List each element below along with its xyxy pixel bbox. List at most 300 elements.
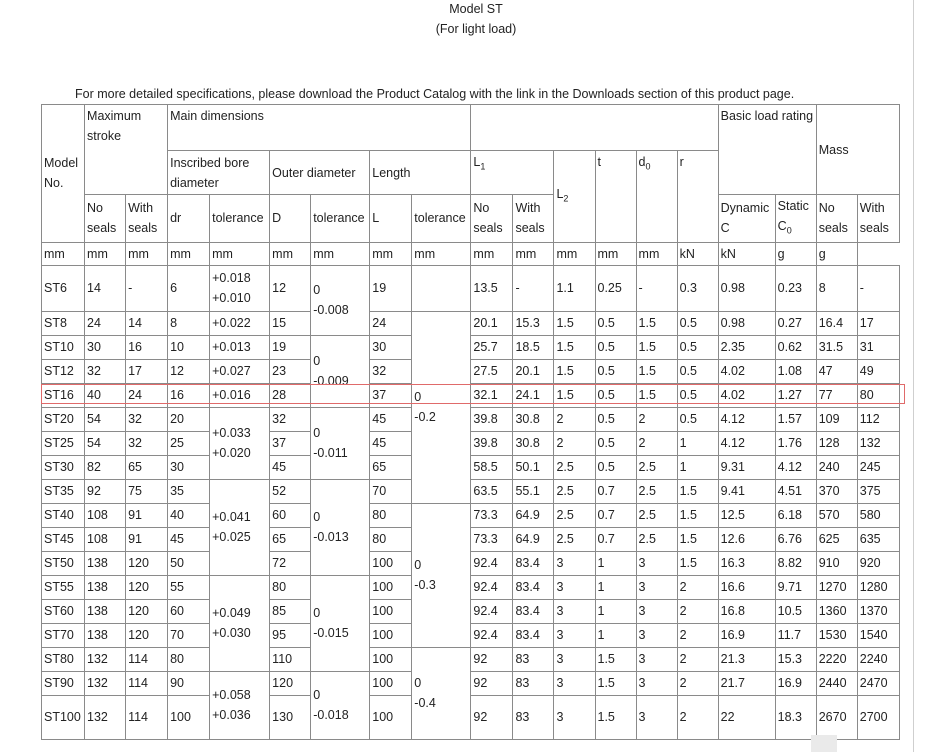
mass-no-seals-cell: 8 — [816, 265, 857, 311]
l1-with-seals-cell: 83.4 — [513, 551, 554, 575]
length-cell: 32 — [370, 359, 412, 383]
mass-no-seals-cell: 2440 — [816, 671, 857, 695]
model-cell: ST16 — [42, 383, 85, 407]
l1-no-seals-cell: 92 — [471, 647, 513, 671]
dr-cell: 12 — [168, 359, 210, 383]
length-cell: 19 — [370, 265, 412, 311]
outer-tolerance-cell-upper: 0 — [313, 426, 321, 440]
mass-with-seals-cell: 31 — [857, 335, 899, 359]
length-tolerance-cell-upper: 0 — [414, 676, 422, 690]
header-L: L — [370, 195, 412, 243]
l1-no-seals-cell: 25.7 — [471, 335, 513, 359]
stroke-no-seals-cell: 30 — [85, 335, 126, 359]
l1-with-seals-cell: 83.4 — [513, 575, 554, 599]
dynamic-c-cell: 12.5 — [718, 503, 775, 527]
l1-no-seals-cell: 92.4 — [471, 575, 513, 599]
bore-tolerance-cell-upper: +0.058 — [212, 688, 251, 702]
l1-with-seals-cell: 15.3 — [513, 311, 554, 335]
header-r: r — [677, 151, 718, 243]
table-row — [42, 479, 900, 503]
dr-cell: 20 — [168, 407, 210, 431]
outer-d-cell: 23 — [270, 359, 311, 383]
dr-cell: 8 — [168, 311, 210, 335]
stroke-with-seals-cell: 91 — [126, 527, 168, 551]
t-cell: 1.5 — [595, 695, 636, 739]
d0-cell: 2 — [636, 431, 677, 455]
bore-tolerance-cell-lower: +0.036 — [212, 708, 251, 722]
stroke-no-seals-cell: 24 — [85, 311, 126, 335]
page-title: Model ST — [449, 2, 503, 16]
stroke-with-seals-cell: 114 — [126, 647, 168, 671]
stroke-no-seals-cell: 138 — [85, 575, 126, 599]
length-cell: 100 — [370, 647, 412, 671]
d0-cell: 1.5 — [636, 335, 677, 359]
bore-tolerance-cell — [210, 383, 270, 407]
t-cell: 0.5 — [595, 359, 636, 383]
stroke-with-seals-cell: 114 — [126, 671, 168, 695]
mass-with-seals-cell: 17 — [857, 311, 899, 335]
stroke-with-seals-cell: 14 — [126, 311, 168, 335]
mass-no-seals-cell: 570 — [816, 503, 857, 527]
d0-cell: 3 — [636, 695, 677, 739]
r-cell: 2 — [677, 647, 718, 671]
d0-cell: 3 — [636, 575, 677, 599]
outer-tolerance-cell-upper: 0 — [313, 354, 321, 368]
header-D: D — [270, 195, 311, 243]
header-dr: dr — [168, 195, 210, 243]
outer-tolerance-cell-lower: -0.011 — [313, 446, 348, 460]
l2-cell: 2.5 — [554, 479, 595, 503]
d0-cell: 2.5 — [636, 527, 677, 551]
table-row — [42, 383, 900, 407]
page-divider — [913, 0, 914, 752]
mass-no-seals-cell: 910 — [816, 551, 857, 575]
unit-cell: kN — [718, 242, 775, 265]
t-cell: 0.7 — [595, 479, 636, 503]
header-length: Length — [370, 151, 471, 195]
l1-no-seals-cell: 92.4 — [471, 623, 513, 647]
l1-with-seals-cell: 83.4 — [513, 623, 554, 647]
bore-tolerance-cell-upper: +0.016 — [212, 388, 251, 402]
model-cell: ST12 — [42, 359, 85, 383]
bore-tolerance-cell-lower: +0.010 — [212, 291, 251, 305]
model-cell: ST55 — [42, 575, 85, 599]
static-c0-cell: 0.23 — [775, 265, 816, 311]
model-cell: ST60 — [42, 599, 85, 623]
static-c0-cell: 1.27 — [775, 383, 816, 407]
stroke-no-seals-cell: 132 — [85, 647, 126, 671]
page-subtitle: (For light load) — [435, 22, 517, 36]
l1-no-seals-cell: 92.4 — [471, 599, 513, 623]
mass-no-seals-cell: 109 — [816, 407, 857, 431]
unit-cell: mm — [370, 242, 412, 265]
r-cell: 2 — [677, 623, 718, 647]
length-tolerance-cell-lower: -0.3 — [414, 578, 436, 592]
model-cell: ST45 — [42, 527, 85, 551]
dynamic-c-cell: 16.9 — [718, 623, 775, 647]
dr-cell: 35 — [168, 479, 210, 503]
stroke-no-seals-cell: 108 — [85, 503, 126, 527]
static-c0-cell: 0.27 — [775, 311, 816, 335]
catalog-note: For more detailed specifications, please download the Product Catalog with the link in the Downloads section of this product page. — [75, 87, 795, 101]
dr-cell: 60 — [168, 599, 210, 623]
dynamic-c-cell: 2.35 — [718, 335, 775, 359]
length-cell: 24 — [370, 311, 412, 335]
header-blank — [471, 105, 718, 151]
outer-tolerance-cell-lower: -0.018 — [313, 708, 349, 722]
d0-cell: 2.5 — [636, 455, 677, 479]
mass-with-seals-cell: 2700 — [857, 695, 899, 739]
l1-with-seals-cell: 83 — [513, 647, 554, 671]
stroke-with-seals-cell: 120 — [126, 575, 168, 599]
bore-tolerance-cell — [210, 359, 270, 383]
static-c0-cell: 15.3 — [775, 647, 816, 671]
table-row — [42, 311, 900, 335]
outer-tolerance-cell — [311, 479, 370, 575]
length-tolerance-cell — [412, 311, 471, 503]
outer-d-cell: 12 — [270, 265, 311, 311]
static-c0-cell: 0.62 — [775, 335, 816, 359]
l1-no-seals-cell: 92 — [471, 695, 513, 739]
stroke-no-seals-cell: 54 — [85, 407, 126, 431]
mass-no-seals-cell: 2220 — [816, 647, 857, 671]
length-tolerance-cell-upper: 0 — [414, 558, 422, 572]
model-cell: ST8 — [42, 311, 85, 335]
outer-d-cell: 28 — [270, 383, 311, 407]
l2-cell: 3 — [554, 647, 595, 671]
unit-cell: mm — [595, 242, 636, 265]
dynamic-c-cell: 16.6 — [718, 575, 775, 599]
unit-cell: mm — [168, 242, 210, 265]
mass-no-seals-cell: 370 — [816, 479, 857, 503]
length-tolerance-cell — [412, 265, 471, 311]
stroke-no-seals-cell: 14 — [85, 265, 126, 311]
d0-cell: 3 — [636, 599, 677, 623]
outer-d-cell: 19 — [270, 335, 311, 359]
r-cell: 2 — [677, 575, 718, 599]
t-cell: 1.5 — [595, 671, 636, 695]
stroke-with-seals-cell: 75 — [126, 479, 168, 503]
stroke-no-seals-cell: 132 — [85, 695, 126, 739]
bore-tolerance-cell — [210, 335, 270, 359]
length-cell: 100 — [370, 623, 412, 647]
table-row — [42, 671, 900, 695]
stroke-no-seals-cell: 138 — [85, 551, 126, 575]
outer-tolerance-cell-upper: 0 — [313, 688, 321, 702]
outer-d-cell: 110 — [270, 647, 311, 671]
t-cell: 0.5 — [595, 335, 636, 359]
stroke-no-seals-cell: 138 — [85, 623, 126, 647]
l1-no-seals-cell: 63.5 — [471, 479, 513, 503]
t-cell: 0.5 — [595, 407, 636, 431]
unit-cell: g — [775, 242, 816, 265]
bore-tolerance-cell-upper: +0.022 — [212, 316, 251, 330]
static-c0-cell: 18.3 — [775, 695, 816, 739]
dr-cell: 100 — [168, 695, 210, 739]
header-l1-with-seals: With seals — [513, 195, 554, 243]
d0-cell: 1.5 — [636, 311, 677, 335]
static-c0-cell: 4.51 — [775, 479, 816, 503]
l1-with-seals-cell: 64.9 — [513, 503, 554, 527]
outer-d-cell: 37 — [270, 431, 311, 455]
bore-tolerance-cell — [210, 311, 270, 335]
dynamic-c-cell: 22 — [718, 695, 775, 739]
header-mass-no-seals: No seals — [816, 195, 857, 243]
table-row — [42, 335, 900, 359]
outer-tolerance-cell-lower: -0.015 — [313, 626, 349, 640]
t-cell: 1 — [595, 551, 636, 575]
t-cell: 0.5 — [595, 383, 636, 407]
mass-no-seals-cell: 1270 — [816, 575, 857, 599]
mass-no-seals-cell: 47 — [816, 359, 857, 383]
stroke-with-seals-cell: 65 — [126, 455, 168, 479]
d0-cell: 3 — [636, 671, 677, 695]
stroke-with-seals-cell: 16 — [126, 335, 168, 359]
mass-with-seals-cell: 49 — [857, 359, 899, 383]
t-cell: 0.7 — [595, 527, 636, 551]
stroke-with-seals-cell: 114 — [126, 695, 168, 739]
l1-with-seals-cell: 83 — [513, 695, 554, 739]
unit-cell: mm — [42, 242, 85, 265]
outer-tolerance-cell-lower: -0.008 — [313, 303, 349, 317]
length-cell: 65 — [370, 455, 412, 479]
l1-with-seals-cell: 55.1 — [513, 479, 554, 503]
length-tolerance-cell — [412, 503, 471, 647]
table-row — [42, 431, 900, 455]
static-c0-cell: 1.57 — [775, 407, 816, 431]
header-outer-tolerance: tolerance — [311, 195, 370, 243]
header-bore-tolerance: tolerance — [210, 195, 270, 243]
model-cell: ST10 — [42, 335, 85, 359]
outer-tolerance-cell-upper: 0 — [313, 510, 321, 524]
r-cell: 1.5 — [677, 551, 718, 575]
l1-no-seals-cell: 13.5 — [471, 265, 513, 311]
model-cell: ST90 — [42, 671, 85, 695]
stroke-with-seals-cell: 120 — [126, 623, 168, 647]
l2-cell: 1.5 — [554, 359, 595, 383]
l1-no-seals-cell: 32.1 — [471, 383, 513, 407]
static-c0-cell: 8.82 — [775, 551, 816, 575]
dynamic-c-cell: 21.3 — [718, 647, 775, 671]
outer-d-cell: 52 — [270, 479, 311, 503]
outer-d-cell: 60 — [270, 503, 311, 527]
unit-cell: kN — [677, 242, 718, 265]
stroke-with-seals-cell: 24 — [126, 383, 168, 407]
stroke-with-seals-cell: 91 — [126, 503, 168, 527]
table-row — [42, 265, 900, 311]
dr-cell: 16 — [168, 383, 210, 407]
r-cell: 1.5 — [677, 527, 718, 551]
model-cell: ST70 — [42, 623, 85, 647]
model-cell: ST25 — [42, 431, 85, 455]
header-l1-no-seals: No seals — [471, 195, 513, 243]
l1-with-seals-cell: 30.8 — [513, 431, 554, 455]
mass-with-seals-cell: 1370 — [857, 599, 899, 623]
l1-no-seals-cell: 39.8 — [471, 431, 513, 455]
bore-tolerance-cell — [210, 671, 270, 739]
d0-cell: 1.5 — [636, 359, 677, 383]
l2-cell: 2.5 — [554, 527, 595, 551]
l2-cell: 2 — [554, 431, 595, 455]
l1-with-seals-cell: 83 — [513, 671, 554, 695]
l2-cell: 3 — [554, 671, 595, 695]
mass-with-seals-cell: 1280 — [857, 575, 899, 599]
mass-with-seals-cell: 635 — [857, 527, 899, 551]
l1-with-seals-cell: 20.1 — [513, 359, 554, 383]
mass-with-seals-cell: 375 — [857, 479, 899, 503]
length-cell: 100 — [370, 599, 412, 623]
d0-cell: 2.5 — [636, 503, 677, 527]
static-c0-cell: 1.08 — [775, 359, 816, 383]
header-basic-load: Basic load rating — [718, 105, 816, 195]
stroke-no-seals-cell: 108 — [85, 527, 126, 551]
length-tolerance-cell-lower: -0.4 — [414, 696, 436, 710]
static-c0-cell: 16.9 — [775, 671, 816, 695]
mass-with-seals-cell: 132 — [857, 431, 899, 455]
bore-tolerance-cell — [210, 575, 270, 671]
t-cell: 0.25 — [595, 265, 636, 311]
stroke-no-seals-cell: 92 — [85, 479, 126, 503]
unit-cell: mm — [126, 242, 168, 265]
l1-no-seals-cell: 58.5 — [471, 455, 513, 479]
model-cell: ST50 — [42, 551, 85, 575]
table-row — [42, 503, 900, 527]
outer-d-cell: 85 — [270, 599, 311, 623]
mass-with-seals-cell: - — [857, 265, 899, 311]
mass-no-seals-cell: 240 — [816, 455, 857, 479]
static-c0-cell: 1.76 — [775, 431, 816, 455]
length-tolerance-cell-lower: -0.2 — [414, 410, 436, 424]
unit-cell: mm — [412, 242, 471, 265]
outer-d-cell: 95 — [270, 623, 311, 647]
static-c0-cell: 11.7 — [775, 623, 816, 647]
outer-d-cell: 72 — [270, 551, 311, 575]
stroke-no-seals-cell: 82 — [85, 455, 126, 479]
r-cell: 0.5 — [677, 383, 718, 407]
outer-d-cell: 65 — [270, 527, 311, 551]
mass-no-seals-cell: 1530 — [816, 623, 857, 647]
bore-tolerance-cell-lower: +0.030 — [212, 626, 251, 640]
dynamic-c-cell: 4.02 — [718, 383, 775, 407]
table-row — [42, 647, 900, 671]
header-t: t — [595, 151, 636, 243]
static-c0-cell: 9.71 — [775, 575, 816, 599]
bore-tolerance-cell-lower: +0.020 — [212, 446, 251, 460]
header-inscribed-bore: Inscribed bore diameter — [168, 151, 270, 195]
l1-no-seals-cell: 92 — [471, 671, 513, 695]
outer-d-cell: 45 — [270, 455, 311, 479]
bore-tolerance-cell-upper: +0.018 — [212, 271, 251, 285]
header-l1: $L_1$ — [471, 151, 554, 195]
d0-cell: 1.5 — [636, 383, 677, 407]
l2-cell: 3 — [554, 551, 595, 575]
stroke-no-seals-cell: 132 — [85, 671, 126, 695]
static-c0-cell: 4.12 — [775, 455, 816, 479]
dynamic-c-cell: 12.6 — [718, 527, 775, 551]
table-row — [42, 407, 900, 431]
model-cell: ST20 — [42, 407, 85, 431]
dr-cell: 40 — [168, 503, 210, 527]
r-cell: 1.5 — [677, 479, 718, 503]
table-row — [42, 695, 900, 739]
l2-cell: 1.1 — [554, 265, 595, 311]
outer-d-cell: 120 — [270, 671, 311, 695]
outer-d-cell: 80 — [270, 575, 311, 599]
outer-tolerance-cell — [311, 335, 370, 407]
header-max-stroke: Maximum stroke — [85, 105, 168, 195]
l1-no-seals-cell: 27.5 — [471, 359, 513, 383]
r-cell: 1 — [677, 455, 718, 479]
dynamic-c-cell: 0.98 — [718, 265, 775, 311]
table-row — [42, 623, 900, 647]
r-cell: 2 — [677, 599, 718, 623]
static-c0-cell: 6.18 — [775, 503, 816, 527]
dr-cell: 50 — [168, 551, 210, 575]
outer-tolerance-cell — [311, 575, 370, 671]
bore-tolerance-cell — [210, 265, 270, 311]
t-cell: 0.5 — [595, 431, 636, 455]
bore-tolerance-cell-upper: +0.027 — [212, 364, 251, 378]
table-row — [42, 575, 900, 599]
l2-cell: 3 — [554, 695, 595, 739]
outer-d-cell: 32 — [270, 407, 311, 431]
l2-cell: 1.5 — [554, 383, 595, 407]
outer-d-cell: 15 — [270, 311, 311, 335]
dynamic-c-cell: 4.12 — [718, 407, 775, 431]
l1-no-seals-cell: 92.4 — [471, 551, 513, 575]
length-cell: 100 — [370, 551, 412, 575]
l1-no-seals-cell: 20.1 — [471, 311, 513, 335]
header-mass: Mass — [816, 105, 899, 195]
dr-cell: 80 — [168, 647, 210, 671]
unit-cell: mm — [210, 242, 270, 265]
t-cell: 1.5 — [595, 647, 636, 671]
mass-no-seals-cell: 128 — [816, 431, 857, 455]
d0-cell: 3 — [636, 551, 677, 575]
header-main-dimensions: Main dimensions — [168, 105, 471, 151]
stroke-with-seals-cell: 120 — [126, 599, 168, 623]
l1-no-seals-cell: 39.8 — [471, 407, 513, 431]
l1-with-seals-cell: 30.8 — [513, 407, 554, 431]
l2-cell: 2.5 — [554, 455, 595, 479]
model-cell: ST30 — [42, 455, 85, 479]
l1-no-seals-cell: 73.3 — [471, 527, 513, 551]
model-cell: ST40 — [42, 503, 85, 527]
t-cell: 1 — [595, 599, 636, 623]
dr-cell: 70 — [168, 623, 210, 647]
mass-with-seals-cell: 580 — [857, 503, 899, 527]
dynamic-c-cell: 4.02 — [718, 359, 775, 383]
mass-with-seals-cell: 920 — [857, 551, 899, 575]
dynamic-c-cell: 16.3 — [718, 551, 775, 575]
stroke-with-seals-cell: 120 — [126, 551, 168, 575]
l2-cell: 1.5 — [554, 311, 595, 335]
dr-cell: 6 — [168, 265, 210, 311]
mass-no-seals-cell: 31.5 — [816, 335, 857, 359]
bore-tolerance-cell-upper: +0.049 — [212, 606, 251, 620]
header-d0: $d_0$ — [636, 151, 677, 243]
mass-with-seals-cell: 2470 — [857, 671, 899, 695]
d0-cell: 2.5 — [636, 479, 677, 503]
outer-tolerance-cell-upper: 0 — [313, 283, 321, 297]
model-cell: ST6 — [42, 265, 85, 311]
dynamic-c-cell: 21.7 — [718, 671, 775, 695]
d0-cell: 3 — [636, 623, 677, 647]
bore-tolerance-cell-lower: +0.025 — [212, 530, 251, 544]
r-cell: 0.5 — [677, 335, 718, 359]
outer-tolerance-cell — [311, 265, 370, 335]
length-cell: 100 — [370, 575, 412, 599]
